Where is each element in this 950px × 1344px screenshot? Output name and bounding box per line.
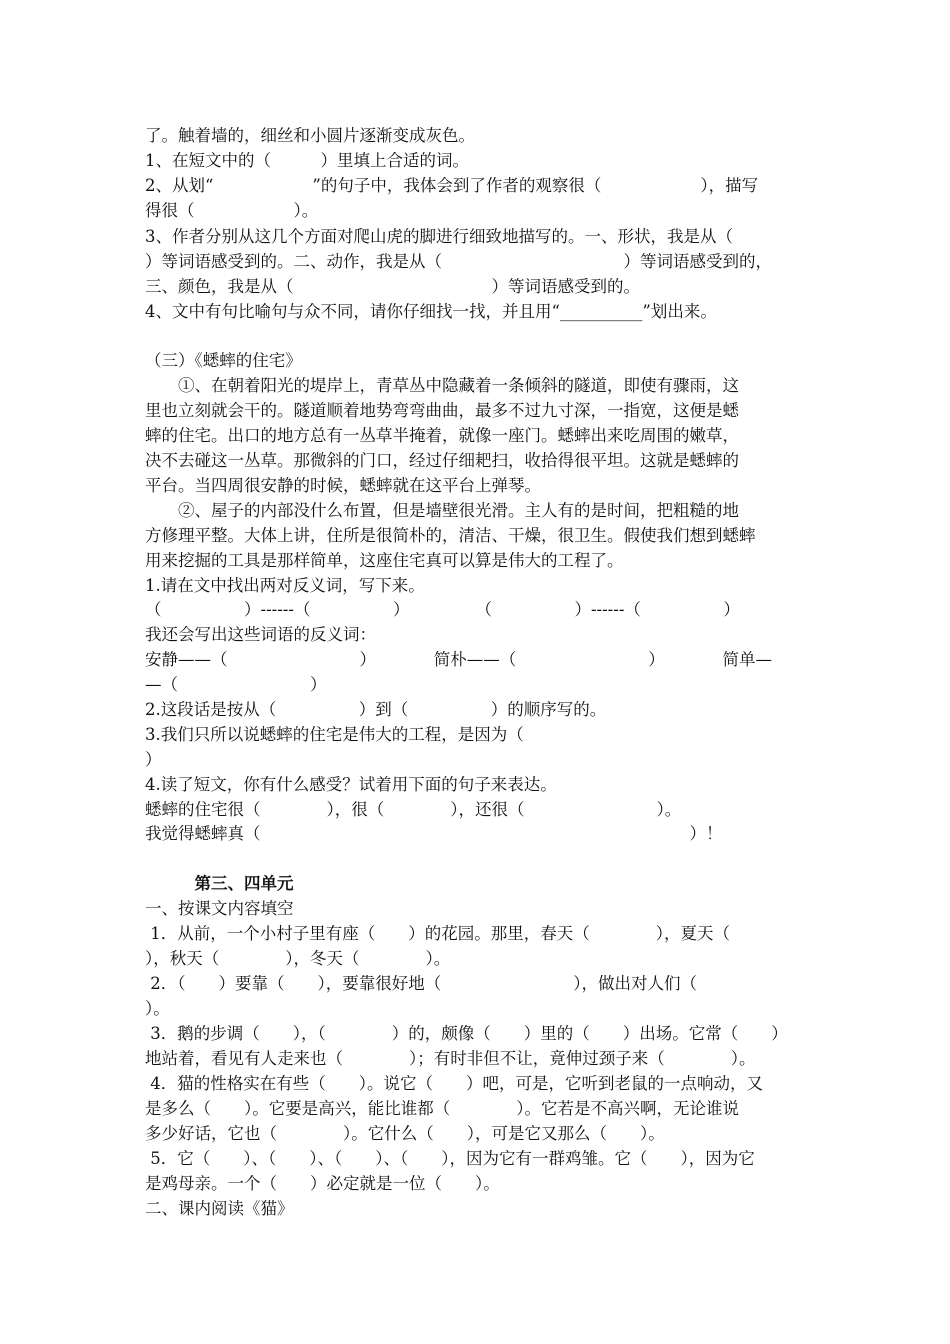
paragraph-1-line-1: ①、在朝着阳光的堤岸上，青草丛中隐藏着一条倾斜的隧道，即使有骤雨，这 xyxy=(145,376,739,395)
paragraph-1-line-4: 决不去碰这一丛草。那微斜的门口，经过仔细耙扫，收拾得很平坦。这就是蟋蟀的 xyxy=(145,451,739,470)
antonym-blanks: （ ）------（ ） （ ）------（ ） xyxy=(145,600,740,619)
question-3-line-2: ）等词语感受到的。二、动作，我是从（ ）等词语感受到的， xyxy=(145,252,772,271)
antonym-words-line-1: 安静——（ ） 简朴——（ ） 简单— xyxy=(145,650,772,669)
reading-question-2: 2.这段话是按从（ ）到（ ）的顺序写的。 xyxy=(145,700,607,719)
fill-4-line-1: 4．猫的性格实在有些（ ）。说它（ ）吧，可是，它听到老鼠的一点响动，又 xyxy=(145,1074,763,1093)
paragraph-2-line-3: 用来挖掘的工具是那样简单，这座住宅真可以算是伟大的工程了。 xyxy=(145,551,624,570)
antonym-prompt: 我还会写出这些词语的反义词： xyxy=(145,625,376,644)
fill-5-line-2: 是鸡母亲。一个（ ）必定就是一位（ ）。 xyxy=(145,1174,500,1193)
reading-question-1: 1.请在文中找出两对反义词，写下来。 xyxy=(145,576,425,595)
question-2-line-2: 得很（ ）。 xyxy=(145,201,319,220)
question-3-line-3: 三、颜色，我是从（ ）等词语感受到的。 xyxy=(145,277,640,296)
paragraph-1-line-5: 平台。当四周很安静的时候，蟋蟀就在这平台上弹琴。 xyxy=(145,476,541,495)
fill-3-line-2: 地站着，看见有人走来也（ ）；有时非但不让，竟伸过颈子来（ ）。 xyxy=(145,1049,756,1068)
paragraph-1-line-3: 蟀的住宅。出口的地方总有一丛草半掩着，就像一座门。蟋蟀出来吃周围的嫩草， xyxy=(145,426,739,445)
fill-4-line-2: 是多么（ ）。它要是高兴，能比谁都（ ）。它若是不高兴啊，无论谁说 xyxy=(145,1099,739,1118)
fill-1-line-2: ），秋天（ ），冬天（ ）。 xyxy=(145,949,451,968)
fill-4-line-3: 多少好话，它也（ ）。它什么（ ），可是它又那么（ ）。 xyxy=(145,1124,665,1143)
section-2-title: 二、课内阅读《猫》 xyxy=(145,1199,294,1218)
reading-question-3-line-2: ） xyxy=(145,750,162,769)
unit-heading: 第三、四单元 xyxy=(145,874,294,893)
section-1-title: 一、按课文内容填空 xyxy=(145,899,294,918)
passage-ending: 了。触着墙的，细丝和小圆片逐渐变成灰色。 xyxy=(145,126,475,145)
reading-question-4-sentence-2: 我觉得蟋蟀真（ ）！ xyxy=(145,824,723,843)
paragraph-2-line-2: 方修理平整。大体上讲，住所是很简朴的，清洁、干燥，很卫生。假使我们想到蟋蟀 xyxy=(145,526,756,545)
antonym-words-line-2: —（ ） xyxy=(145,675,327,694)
reading-question-4-sentence-1: 蟋蟀的住宅很（ ），很（ ），还很（ ）。 xyxy=(145,800,682,819)
question-4: 4、文中有句比喻句与众不同，请你仔细找一找，并且用“__________”划出来。 xyxy=(145,302,717,321)
reading-question-3-line-1: 3.我们只所以说蟋蟀的住宅是伟大的工程，是因为（ xyxy=(145,725,524,744)
fill-2-line-2: ）。 xyxy=(145,999,170,1018)
question-3-line-1: 3、作者分别从这几个方面对爬山虎的脚进行细致地描写的。一、形状，我是从（ xyxy=(145,227,733,246)
question-2-line-1: 2、从划“ ”的句子中，我体会到了作者的观察很（ ），描写 xyxy=(145,176,759,195)
fill-5-line-1: 5．它（ ）、（ ）、（ ）、（ ），因为它有一群鸡雏。它（ ），因为它 xyxy=(145,1149,755,1168)
reading-question-4: 4.读了短文，你有什么感受？试着用下面的句子来表达。 xyxy=(145,775,557,794)
fill-2-line-1: 2．（ ）要靠（ ），要靠很好地（ ），做出对人们（ xyxy=(145,974,697,993)
fill-1-line-1: 1．从前，一个小村子里有座（ ）的花园。那里，春天（ ），夏天（ xyxy=(145,924,730,943)
fill-3-line-1: 3．鹅的步调（ ），（ ）的，颇像（ ）里的（ ）出场。它常（ ） xyxy=(145,1024,788,1043)
paragraph-2-line-1: ②、屋子的内部没什么布置，但是墙壁很光滑。主人有的是时间，把粗糙的地 xyxy=(145,501,739,520)
reading-title: （三）《蟋蟀的住宅》 xyxy=(145,351,302,370)
paragraph-1-line-2: 里也立刻就会干的。隧道顺着地势弯弯曲曲，最多不过九寸深，一指宽，这便是蟋 xyxy=(145,401,739,420)
question-1: 1、在短文中的（ ）里填上合适的词。 xyxy=(145,151,469,170)
